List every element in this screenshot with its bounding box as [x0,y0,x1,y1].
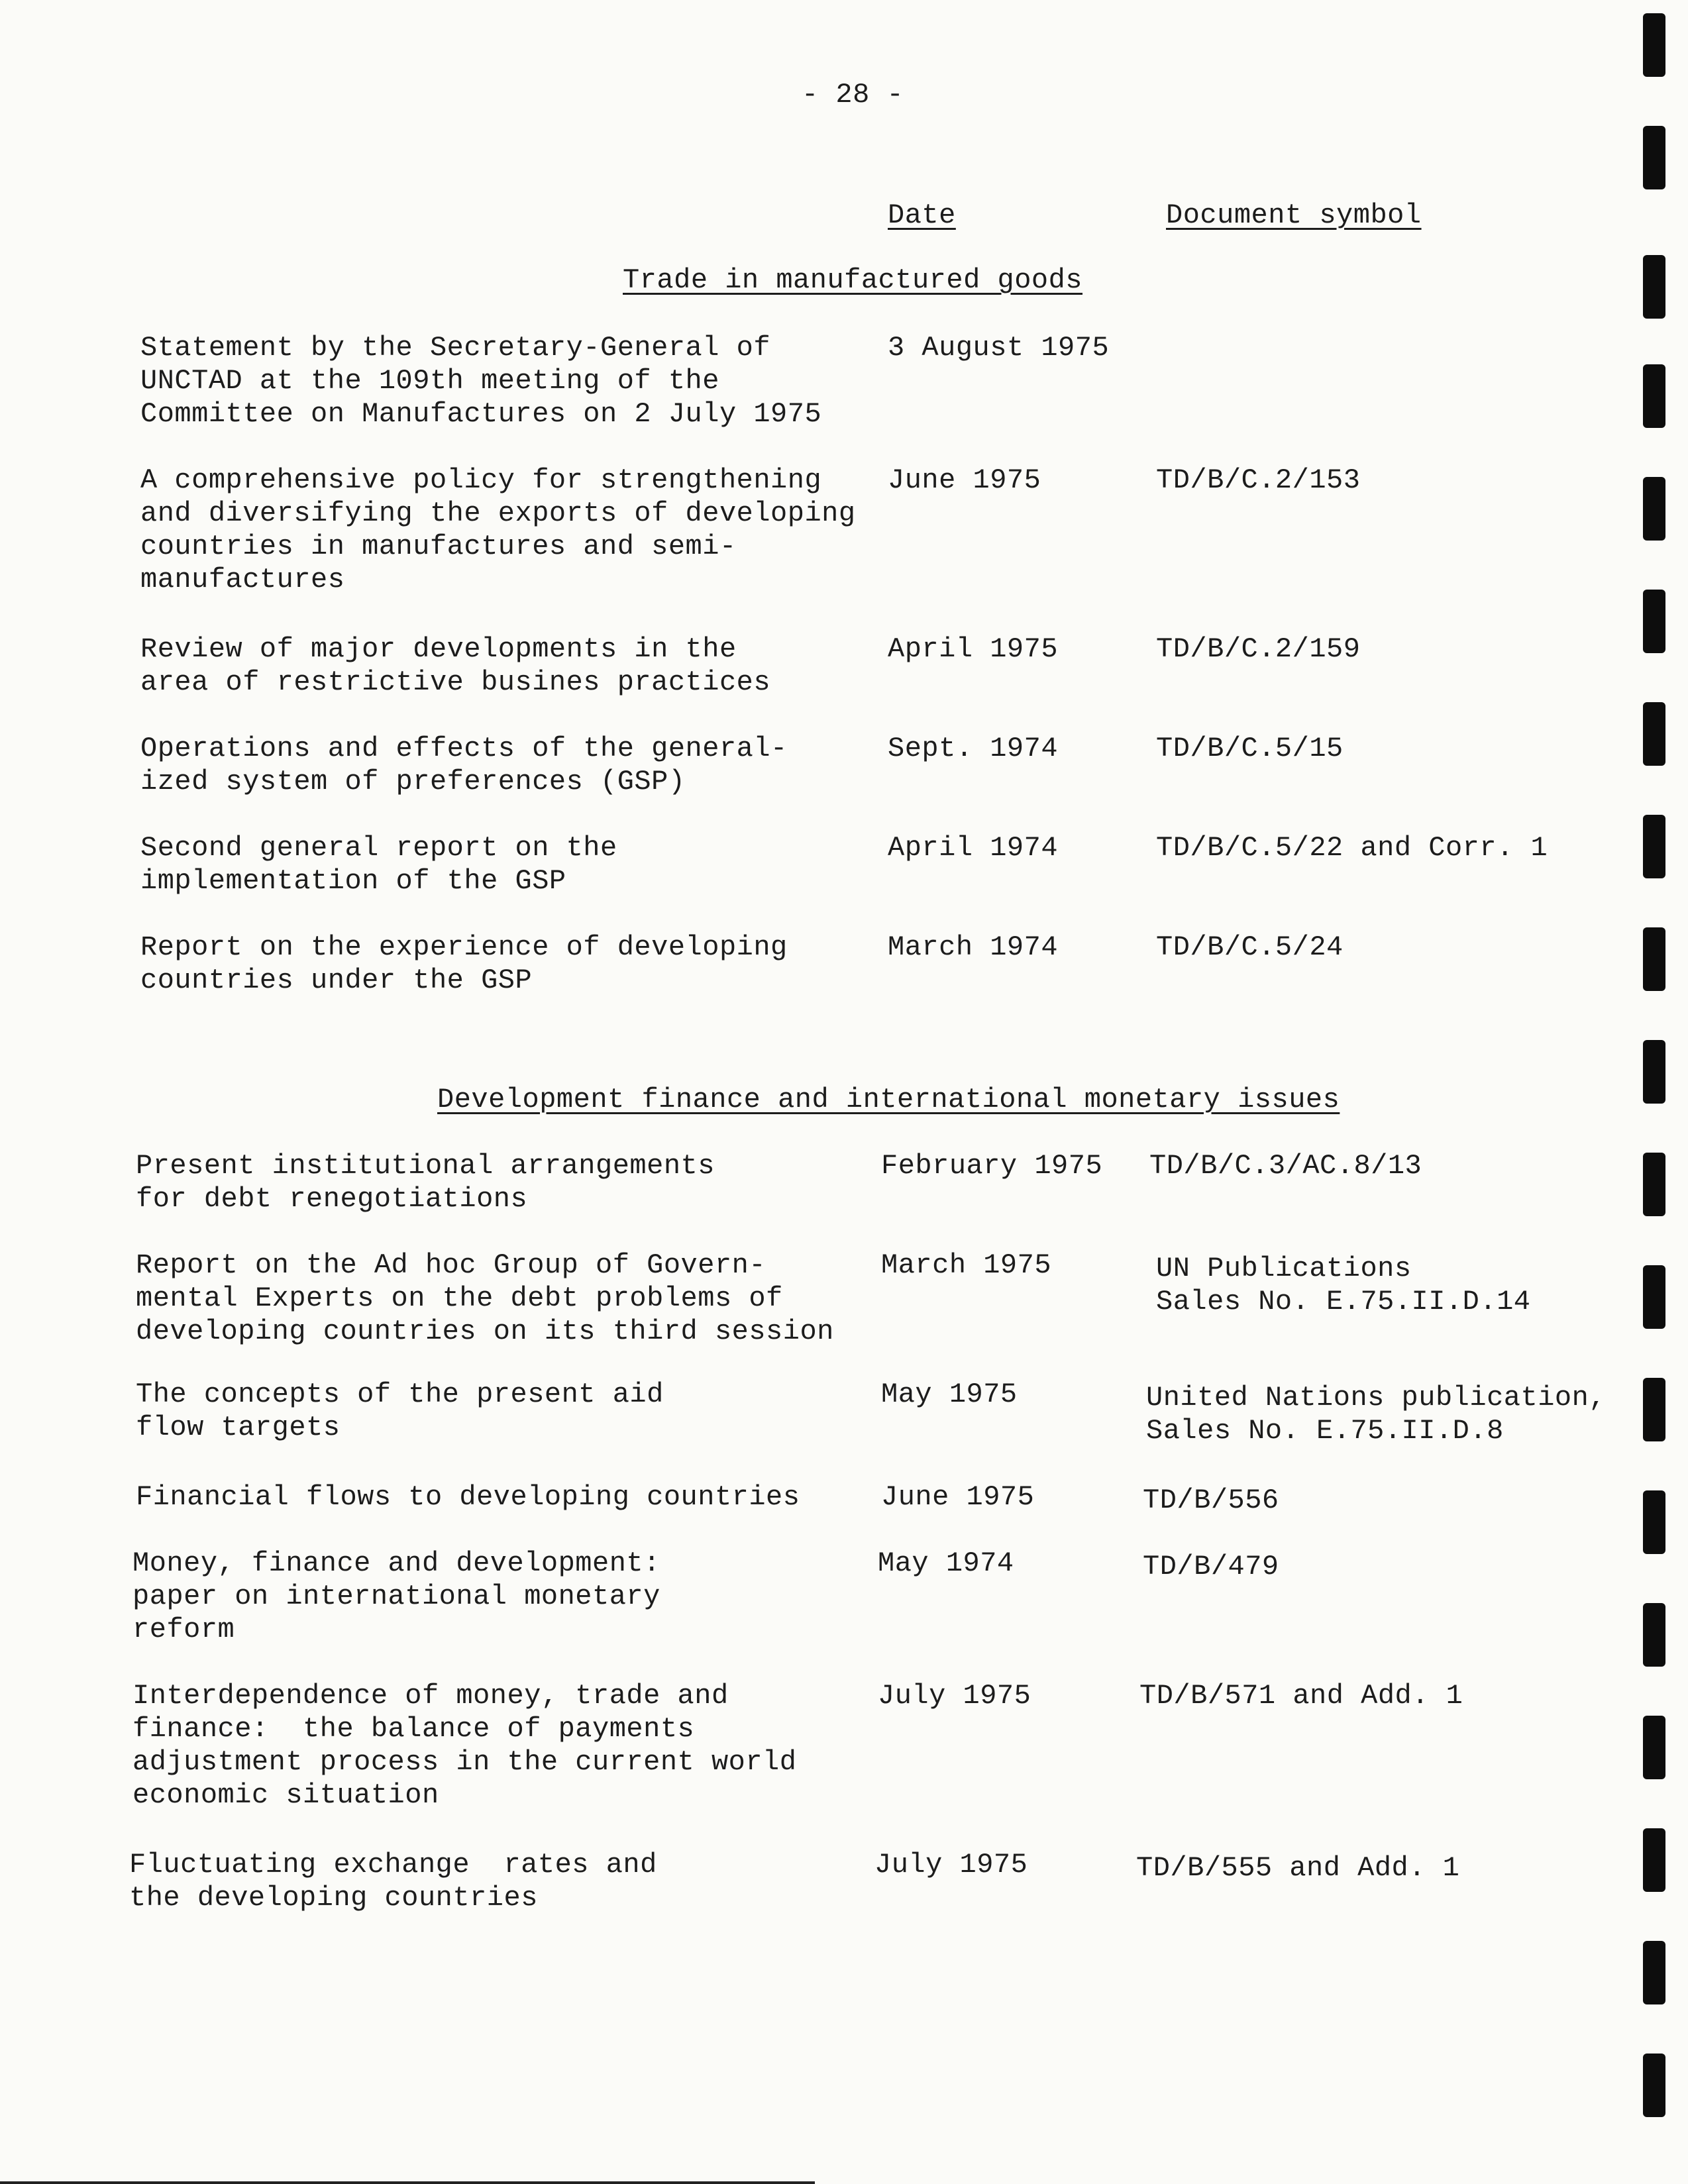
header-document-symbol: Document symbol [1166,199,1422,231]
item-title-line: Second general report on the [140,832,617,864]
item-title-line: countries under the GSP [140,964,533,996]
item-date: April 1974 [888,832,1059,864]
item-doc-symbol: TD/B/571 and Add. 1 [1139,1680,1463,1712]
binding-mark [1643,1378,1665,1441]
binding-mark [1643,255,1665,319]
item-title-line: The concepts of the present aid [136,1378,664,1410]
item-doc-symbol: TD/B/479 [1143,1551,1279,1583]
header-date: Date [888,199,956,231]
item-date: 3 August 1975 [888,332,1110,364]
item-title-line: reform [132,1614,235,1645]
page-edge-line [0,2181,815,2184]
item-title-line: Interdependence of money, trade and [132,1680,729,1712]
item-title-line: paper on international monetary [132,1581,660,1612]
item-doc-symbol: TD/B/556 [1143,1484,1279,1516]
item-date: June 1975 [888,464,1041,496]
item-title-line: Financial flows to developing countries [136,1481,800,1513]
item-date: February 1975 [881,1150,1103,1182]
binding-mark [1643,1603,1665,1667]
item-date: March 1975 [881,1249,1052,1281]
binding-marks [1643,0,1669,2184]
item-title-line: Report on the Ad hoc Group of Govern- [136,1249,766,1281]
item-title-line: the developing countries [129,1882,538,1914]
item-title-line: for debt renegotiations [136,1183,528,1215]
binding-mark [1643,477,1665,541]
item-title-line: A comprehensive policy for strengthening [140,464,822,496]
item-date: May 1975 [881,1378,1018,1410]
item-title-line: economic situation [132,1779,439,1811]
item-title-line: UNCTAD at the 109th meeting of the [140,365,719,397]
item-title-line: developing countries on its third session [136,1316,834,1347]
item-title-line: Review of major developments in the [140,633,737,665]
page-number: - 28 - [802,79,904,111]
item-title-line: ized system of preferences (GSP) [140,766,686,798]
item-doc-symbol: TD/B/C.2/153 [1156,464,1361,496]
item-doc-symbol: United Nations publication, [1146,1382,1607,1414]
item-doc-symbol: TD/B/C.5/22 and Corr. 1 [1156,832,1548,864]
binding-mark [1643,1040,1665,1104]
item-doc-symbol: UN Publications [1156,1253,1412,1284]
item-doc-symbol: TD/B/C.2/159 [1156,633,1361,665]
binding-mark [1643,702,1665,766]
item-date: Sept. 1974 [888,733,1059,764]
binding-mark [1643,815,1665,878]
item-date: March 1974 [888,931,1059,963]
item-doc-symbol: TD/B/C.3/AC.8/13 [1149,1150,1422,1182]
item-title-line: Statement by the Secretary-General of [140,332,771,364]
item-title-line: Operations and effects of the general- [140,733,788,764]
binding-mark [1643,126,1665,189]
item-title-line: implementation of the GSP [140,865,566,897]
item-title-line: Committee on Manufactures on 2 July 1975 [140,398,822,430]
item-date: July 1975 [874,1849,1028,1881]
binding-mark [1643,927,1665,991]
binding-mark [1643,1941,1665,2004]
item-date: July 1975 [878,1680,1031,1712]
item-title-line: adjustment process in the current world [132,1746,797,1778]
binding-mark [1643,1490,1665,1554]
item-title-line: mental Experts on the debt problems of [136,1282,783,1314]
item-date: April 1975 [888,633,1059,665]
binding-mark [1643,590,1665,653]
binding-mark [1643,364,1665,428]
item-doc-symbol: TD/B/C.5/24 [1156,931,1344,963]
section-title-trade: Trade in manufactured goods [623,264,1083,296]
item-doc-symbol: TD/B/C.5/15 [1156,733,1344,764]
item-title-line: Fluctuating exchange rates and [129,1849,657,1881]
binding-mark [1643,1153,1665,1216]
item-title-line: Report on the experience of developing [140,931,788,963]
item-doc-symbol: TD/B/555 and Add. 1 [1136,1852,1460,1884]
section-title-finance: Development finance and international monetary issues [437,1084,1340,1116]
binding-mark [1643,1716,1665,1779]
item-title-line: Present institutional arrangements [136,1150,715,1182]
item-title-line: manufactures [140,564,345,596]
item-doc-symbol: Sales No. E.75.II.D.14 [1156,1286,1531,1318]
item-title-line: Money, finance and development: [132,1547,660,1579]
item-title-line: and diversifying the exports of developing [140,497,856,529]
item-date: June 1975 [881,1481,1035,1513]
binding-mark [1643,1828,1665,1892]
item-doc-symbol: Sales No. E.75.II.D.8 [1146,1415,1504,1447]
binding-mark [1643,2054,1665,2117]
binding-mark [1643,1265,1665,1329]
item-title-line: area of restrictive busines practices [140,666,771,698]
item-date: May 1974 [878,1547,1014,1579]
item-title-line: flow targets [136,1412,341,1443]
item-title-line: countries in manufactures and semi- [140,531,737,562]
binding-mark [1643,13,1665,77]
item-title-line: finance: the balance of payments [132,1713,695,1745]
